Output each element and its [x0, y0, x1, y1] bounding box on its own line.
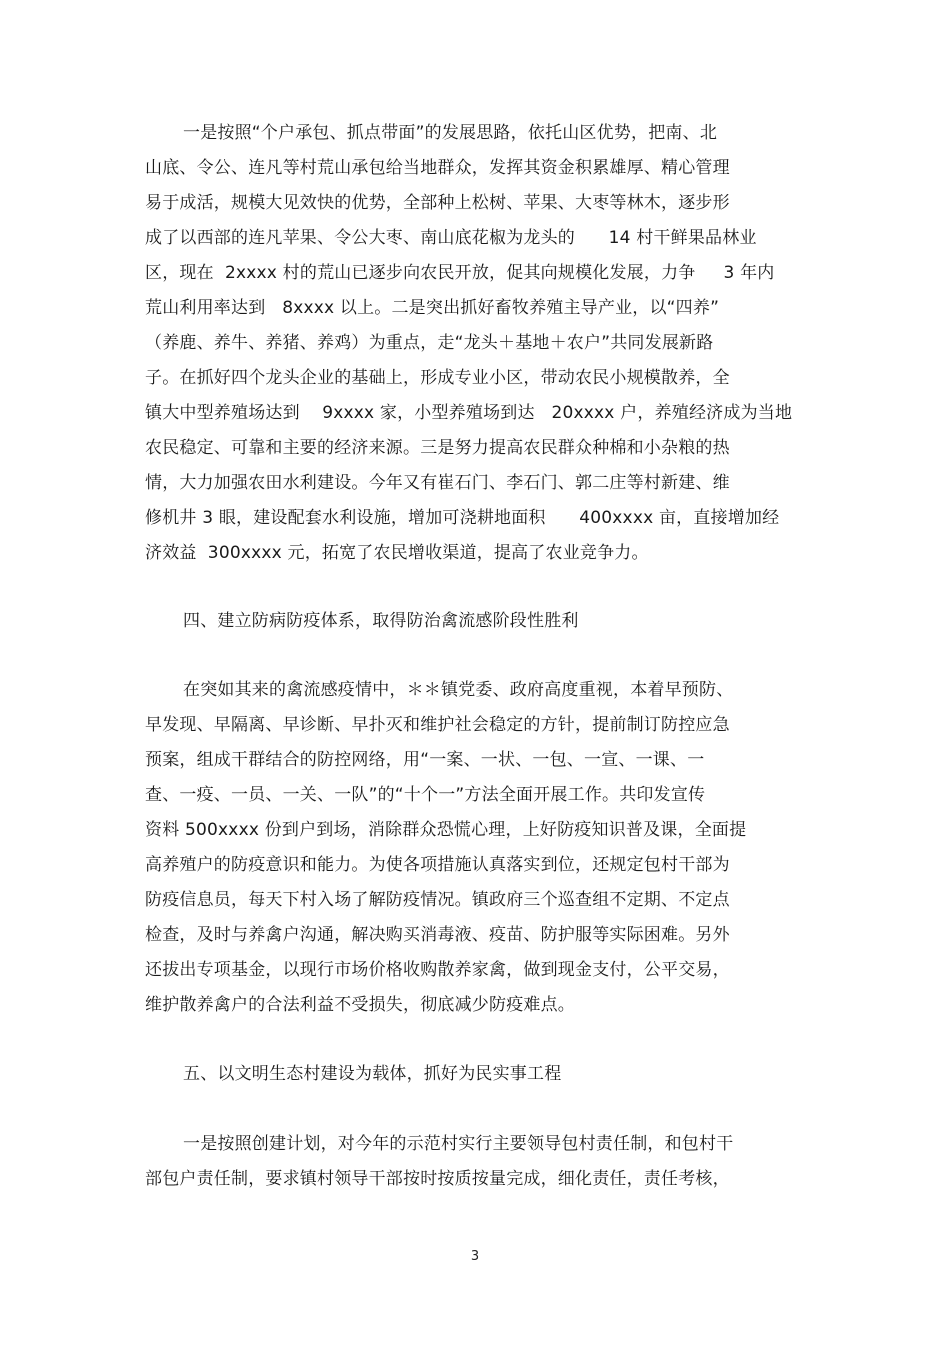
text-line: 山底、令公、连凡等村荒山承包给当地群众，发挥其资金积累雄厚、精心管理 [145, 158, 730, 178]
text-line: 高养殖户的防疫意识和能力。为使各项措施认真落实到位，还规定包村干部为 [145, 855, 730, 875]
text-line: 子。在抓好四个龙头企业的基础上，形成专业小区，带动农民小规模散养，全 [145, 368, 730, 388]
text-line: 一是按照创建计划，对今年的示范村实行主要领导包村责任制，和包村干 [183, 1134, 734, 1154]
text-line: 济效益 300xxxx 元，拓宽了农民增收渠道，提高了农业竞争力。 [145, 543, 649, 563]
text-line: 农民稳定、可靠和主要的经济来源。三是努力提高农民群众种棉和小杂粮的热 [145, 438, 730, 458]
text-line: 早发现、早隔离、早诊断、早扑灭和维护社会稳定的方针，提前制订防控应急 [145, 715, 730, 735]
section-heading: 五、以文明生态村建设为载体，抓好为民实事工程 [183, 1064, 562, 1084]
text-line: 预案，组成干群结合的防控网络，用“一案、一状、一包、一宣、一课、一 [145, 750, 705, 770]
text-line: 成了以西部的连凡苹果、令公大枣、南山底花椒为龙头的 14 村干鲜果品林业 [145, 228, 757, 248]
text-line: 部包户责任制，要求镇村领导干部按时按质按量完成，细化责任，责任考核， [145, 1169, 730, 1189]
text-line: 情，大力加强农田水利建设。今年又有崔石门、李石门、郭二庄等村新建、维 [145, 473, 730, 493]
text-line: 修机井 3 眼，建设配套水利设施，增加可浇耕地面积 400xxxx 亩，直接增加经 [145, 508, 780, 528]
text-line: 查、一疫、一员、一关、一队”的“十个一”方法全面开展工作。共印发宣传 [145, 785, 706, 805]
text-line: 还拔出专项基金，以现行市场价格收购散养家禽，做到现金支付，公平交易， [145, 960, 730, 980]
text-line: 检查，及时与养禽户沟通，解决购买消毒液、疫苗、防护服等实际困难。另外 [145, 925, 730, 945]
text-line: 区，现在 2xxxx 村的荒山已逐步向农民开放，促其向规模化发展，力争 3 年内 [145, 263, 775, 283]
text-line: 荒山利用率达到 8xxxx 以上。二是突出抓好畜牧养殖主导产业，以“四养” [145, 298, 720, 318]
text-line: （养鹿、养牛、养猪、养鸡）为重点，走“龙头＋基地＋农户”共同发展新路 [145, 333, 714, 353]
text-line: 防疫信息员，每天下村入场了解防疫情况。镇政府三个巡查组不定期、不定点 [145, 890, 730, 910]
text-line: 在突如其来的禽流感疫情中，＊＊镇党委、政府高度重视，本着早预防、 [183, 680, 734, 700]
text-line: 镇大中型养殖场达到 9xxxx 家，小型养殖场到达 20xxxx 户，养殖经济成为当地 [145, 403, 793, 423]
text-line: 易于成活，规模大见效快的优势，全部种上松树、苹果、大枣等林木，逐步形 [145, 193, 730, 213]
text-line: 维护散养禽户的合法利益不受损失，彻底减少防疫难点。 [145, 995, 575, 1015]
text-line: 一是按照“个户承包、抓点带面”的发展思路，依托山区优势，把南、北 [183, 123, 718, 143]
page-number: 3 [470, 1249, 480, 1264]
section-heading: 四、建立防病防疫体系，取得防治禽流感阶段性胜利 [183, 611, 579, 631]
text-line: 资料 500xxxx 份到户到场，消除群众恐慌心理，上好防疫知识普及课，全面提 [145, 820, 747, 840]
